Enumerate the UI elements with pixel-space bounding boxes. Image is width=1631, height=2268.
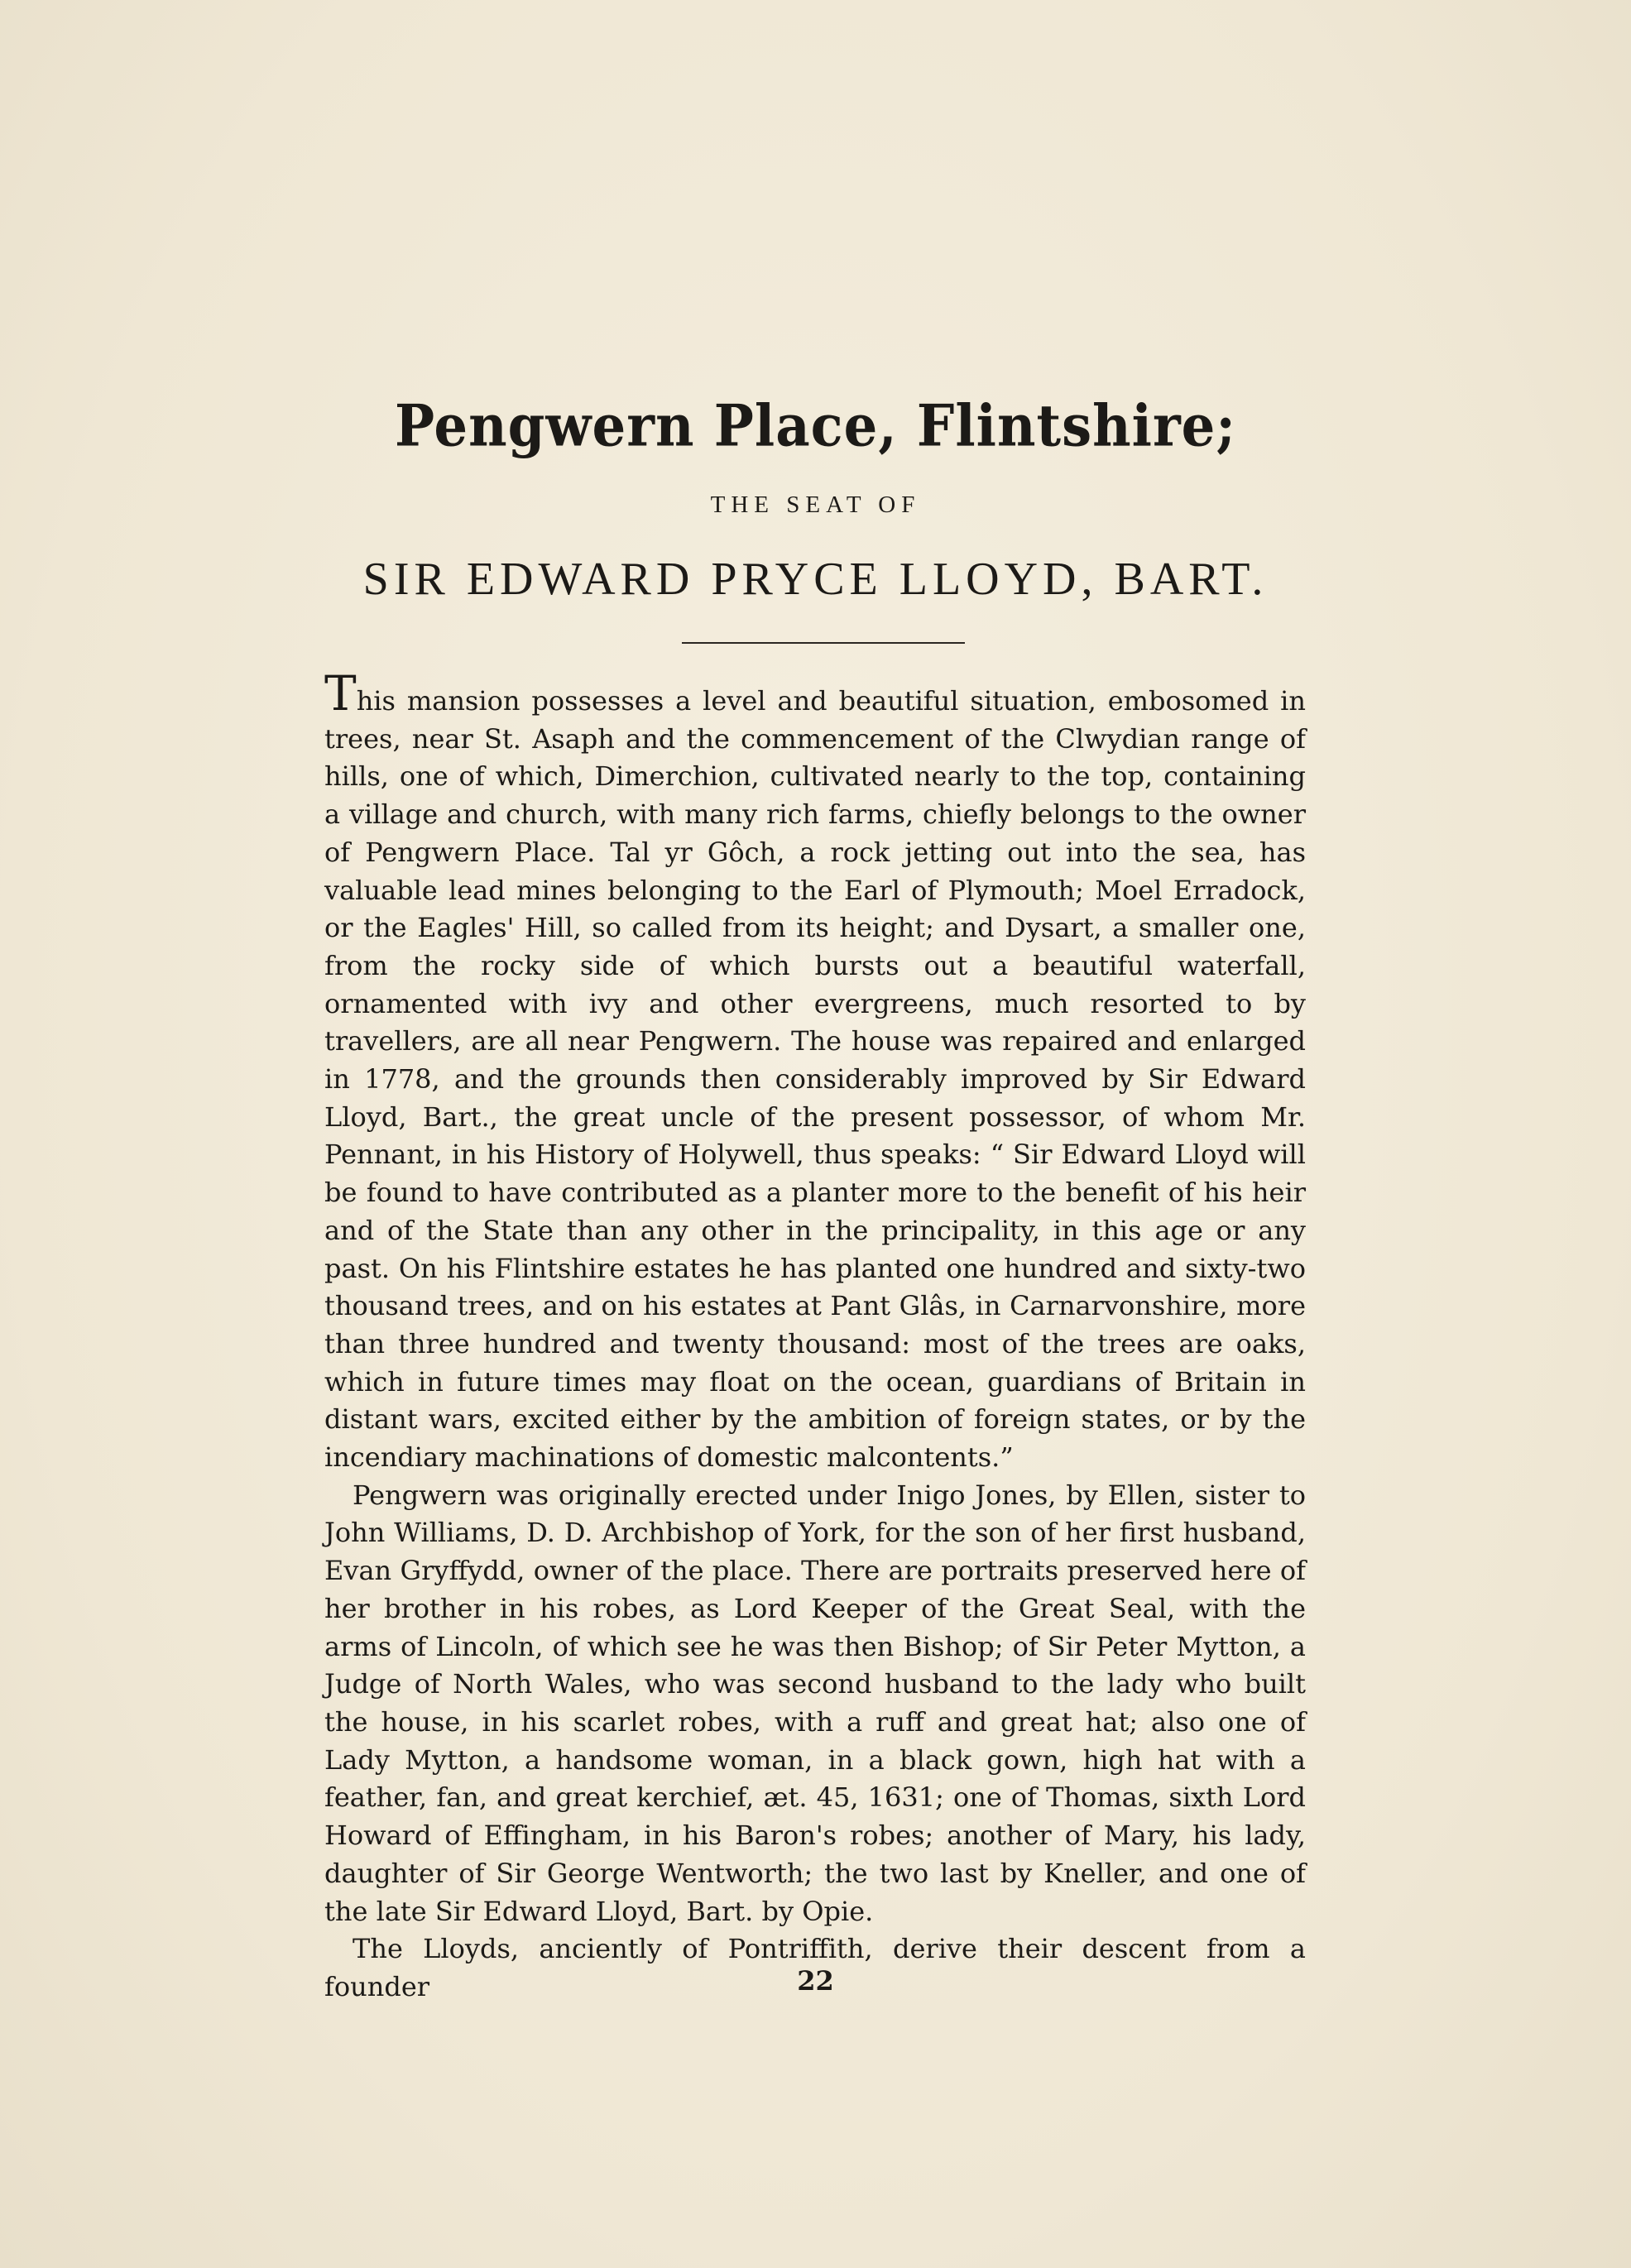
paragraph: Pengwern was originally erected under Inigo Jones, by Ellen, sister to John Williams, D. D. Archbishop of York, for the son of her first husband, Evan Gryffydd, owner of the place. There are portraits preserved here of her brother in his robes, as Lord Keeper of the Great Seal, with the arms of Lincoln, of which see he was then Bishop; of Sir Peter Mytton, a Judge of North Wales, who was second husband to the lady who built the house, in his scarlet robes, with a ruff and great hat; also one of Lady Mytton, a handsome woman, in a black gown, high hat with a feather, fan, and great kerchief, æt. 45, 1631; one of Thomas, sixth Lord Howard of Effingham, in his Baron's robes; another of Mary, his lady, daughter of Sir George Wentworth; the two last by Kneller, and one of the late Sir Edward Lloyd, Bart. by Opie. — [324, 1479, 1306, 1927]
page-number: 22 — [797, 1965, 834, 1997]
page-title: Pengwern Place, Flintshire; — [395, 393, 1236, 460]
body-text — [324, 665, 1306, 2007]
divider-rule — [682, 642, 965, 644]
page-subtitle: THE SEAT OF — [710, 491, 921, 518]
owner-name: SIR EDWARD PRYCE LLOYD, BART. — [362, 554, 1269, 605]
paragraph: This mansion possesses a level and beautiful situation, embosomed in trees, near St. Asaph and the commencement of the Clwydian range of hills, one of which, Dimerchion, cultivated nearly to the top, containing a village and church, with many rich farms, chiefly belongs to the owner of Pengwern Place. Tal yr Gôch, a rock jetting out into the sea, has valuable lead mines belonging to the Earl of Plymouth; Moel Erradock, or the Eagles' Hill, so called from its height; and Dysart, a smaller one, from the rocky side of which bursts out a beautiful waterfall, ornamented with ivy and other evergreens, much resorted to by travellers, are all near Pengwern. The house was repaired and enlarged in 1778, and the grounds then considerably improved by Sir Edward Lloyd, Bart., the great uncle of the present possessor, of whom Mr. Pennant, in his History of Holywell, thus speaks: “ Sir Edward Lloyd will be found to have contributed as a planter more to the benefit of his heir and of the State than any other in the principality, in this age or any past. On his Flintshire estates he has planted one hundred and sixty-two thousand trees, and on his estates at Pant Glâs, in Carnarvonshire, more than three hundred and twenty thousand: most of the trees are oaks, which in future times may float on the ocean, guardians of Britain in distant wars, excited either by the ambition of foreign states, or by the incendiary machinations of domestic malcontents.” — [324, 665, 1306, 1474]
paragraph: The Lloyds, anciently of Pontriffith, derive their descent from a founder — [324, 1933, 1306, 2002]
